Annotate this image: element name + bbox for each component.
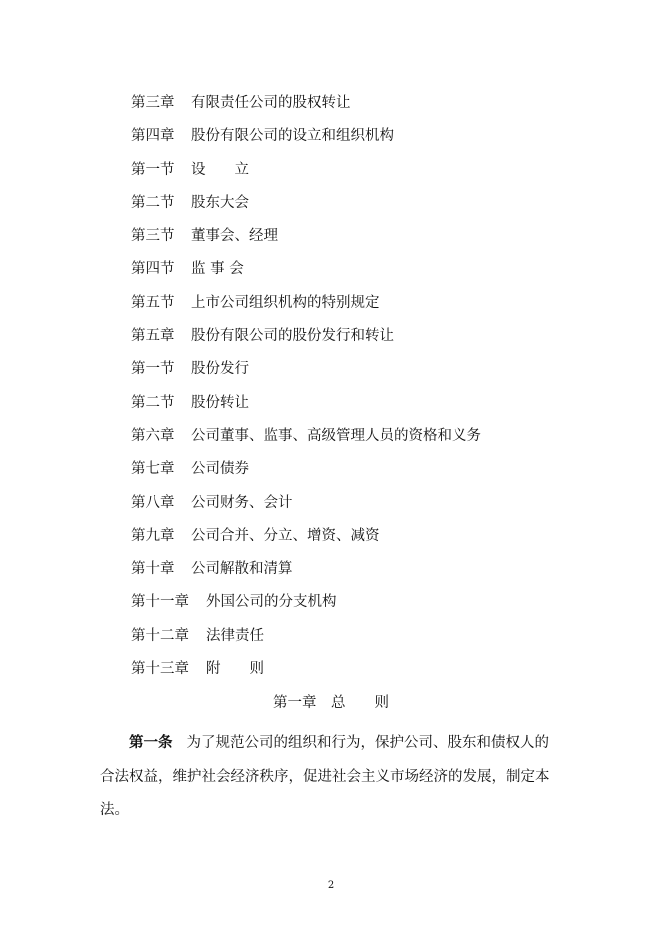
toc-item [131,557,481,590]
toc-item [131,324,481,357]
toc-item-title: 监 事 会 [191,261,244,278]
chapter-heading: 第一章 总 则 [273,695,389,711]
toc-item-title: 法律责任 [206,627,264,644]
toc-item-number: 第四章 [131,128,175,145]
toc-item-title: 上市公司组织机构的特别规定 [191,294,380,311]
toc-item-number: 第二节 [131,194,175,211]
toc-item-number: 第五节 [131,294,175,311]
toc-item-title: 公司解散和清算 [191,561,293,578]
toc-item-title: 公司合并、分立、增资、减资 [191,527,380,544]
toc-item-title: 公司董事、监事、高级管理人员的资格和义务 [191,427,481,444]
toc-item [131,524,481,557]
toc-item-title: 股份有限公司的股份发行和转让 [191,328,394,345]
toc-item [131,124,481,157]
article-number: 第一条 [129,734,173,751]
toc-item [131,424,481,457]
toc-item-number: 第八章 [131,494,175,511]
toc-item-number: 第十二章 [131,627,189,644]
article-text: 为了规范公司的组织和行为，保护公司、股东和债权人的合法权益，维护社会经济秩序，促进社会主义市场经济的发展，制定本法。 [100,735,550,818]
toc-item-number: 第十三章 [131,661,189,678]
page-number: 2 [327,880,335,891]
toc-item [131,291,481,324]
toc-item-title: 公司债券 [191,461,249,478]
toc-item [131,224,481,257]
toc-item-number: 第四节 [131,261,175,278]
toc-item-number: 第十章 [131,561,175,578]
toc-item-title: 股份转让 [191,394,249,411]
toc-item-title: 股份有限公司的设立和组织机构 [191,128,394,145]
toc-item [131,491,481,524]
toc-item [131,191,481,224]
toc-item-number: 第六章 [131,427,175,444]
toc-item [131,657,481,690]
toc-item-number: 第十一章 [131,594,189,611]
toc-item-title: 股东大会 [191,194,249,211]
toc-item-number: 第九章 [131,527,175,544]
toc-item [131,457,481,490]
toc-item [131,590,481,623]
toc-item-title: 董事会、经理 [191,228,278,245]
toc-item-title: 设 立 [191,161,249,178]
toc-item [131,158,481,191]
toc-item-number: 第二节 [131,394,175,411]
toc-item [131,357,481,390]
toc-item [131,391,481,424]
article-paragraph [100,726,554,828]
toc-item-title: 公司财务、会计 [191,494,293,511]
toc-item-number: 第三节 [131,228,175,245]
toc-item-title: 外国公司的分支机构 [206,594,337,611]
toc-item-number: 第五章 [131,328,175,345]
toc-item-number: 第三章 [131,95,175,111]
toc-item-title: 有限责任公司的股权转让 [191,95,351,111]
toc-item-number: 第一节 [131,361,175,378]
toc-item [131,257,481,290]
toc-item-title: 附 则 [206,661,264,678]
toc-item-title: 股份发行 [191,361,249,378]
toc-item [131,91,481,124]
table-of-contents [131,91,481,690]
toc-item [131,624,481,657]
toc-item-number: 第一节 [131,161,175,178]
toc-item-number: 第七章 [131,461,175,478]
